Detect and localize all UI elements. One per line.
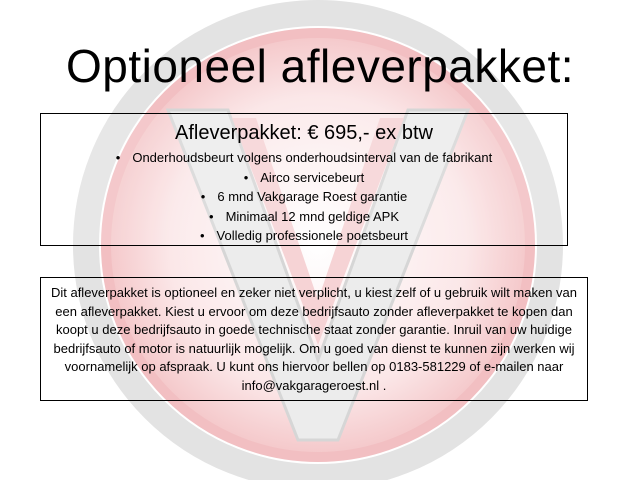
list-item: • Minimaal 12 mnd geldige APK	[209, 208, 399, 224]
info-text: Dit afleverpakket is optioneel en zeker niet verplicht, u kiest zelf of u gebruik wilt maken van een afleverpakket. Kiest u ervoor om deze bedrijfsauto zonder afleverpakket te kopen dan koopt u deze bedrijfsauto in goede technische staat zonder garantie. Inruil van uw huidige bedrijfsauto of motor is natuurlijk mogelijk. Om u goed van dienst te kunnen zijn werken wij voornamelijk op afspraak. U kunt ons hiervoor bellen op 0183-581229 of e-mailen naar info@vakgarageroest.nl .	[50, 285, 578, 393]
list-item-text: Volledig professionele poetsbeurt	[216, 228, 409, 243]
list-item-text: Onderhoudsbeurt volgens onderhoudsinterval van de fabrikant	[132, 150, 493, 165]
list-item-text: Airco servicebeurt	[260, 169, 365, 185]
list-item: • Volledig professionele poetsbeurt	[199, 228, 409, 243]
slide-title: Optioneel afleverpakket:	[65, 40, 575, 92]
info-box	[40, 277, 588, 401]
package-heading: Afleverpakket: € 695,- ex btw	[175, 122, 433, 144]
list-item-text: 6 mnd Vakgarage Roest garantie	[217, 189, 408, 204]
list-item-text: Minimaal 12 mnd geldige APK	[225, 208, 399, 224]
package-list	[41, 148, 567, 246]
list-item: • Onderhoudsbeurt volgens onderhoudsinterval van de fabrikant	[115, 150, 493, 165]
list-item: • Airco servicebeurt	[243, 169, 365, 185]
list-item: • 6 mnd Vakgarage Roest garantie	[200, 189, 408, 204]
package-box	[40, 113, 568, 246]
